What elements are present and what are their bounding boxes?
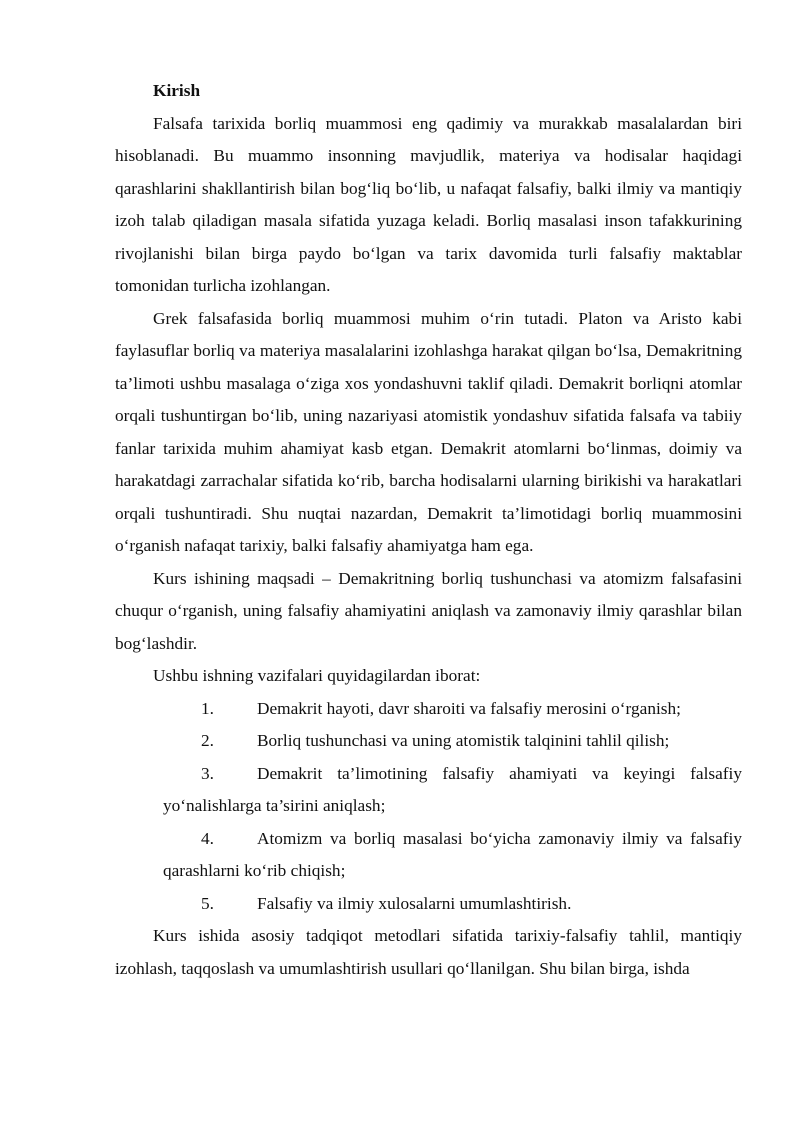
list-item-text: Falsafiy va ilmiy xulosalarni umumlashtirish. [257,893,572,913]
list-item [163,888,742,921]
list-item-number: 1. [201,698,214,718]
list-item [163,823,742,888]
paragraph-intro: Falsafa tarixida borliq muammosi eng qadimiy va murakkab masalalardan biri hisoblanadi. Bu muammo insonning mavjudlik, materiya va hodisalar haqidagi qarashlarini shakllantirish bilan bog‘liq bo‘lib, u nafaqat falsafiy, balki ilmiy va mantiqiy izoh talab qiladigan masala sifatida yuzaga keladi. Borliq masalasi inson tafakkurining rivojlanishi bilan birga paydo bo‘lgan va tarix davomida turli falsafiy maktablar tomonidan turlicha izohlangan. [115,113,742,295]
paragraph-tasks-intro: Ushbu ishning vazifalari quyidagilardan iborat: [153,666,481,685]
list-item-number: 3. [201,763,214,783]
list-item [163,725,742,758]
paragraph-greek-philosophy: Grek falsafasida borliq muammosi muhim o‘rin tutadi. Platon va Aristo kabi faylasuflar borliq va materiya masalalarini izohlashga harakat qilgan bo‘lsa, Demakritning ta’limoti ushbu masalaga o‘ziga xos yondashuvni taklif qiladi. Demakrit borliqni atomlar orqali tushuntirgan bo‘lib, uning nazariyasi atomistik yondashuv sifatida falsafa va tabiiy fanlar tarixida muhim ahamiyat kasb etgan. Demakrit atomlarni bo‘linmas, doimiy va harakatdagi zarrachalar sifatida ko‘rib, barcha hodisalarni ularning birikishi va harakatlari orqali tushuntiradi. Shu nuqtai nazardan, Demakrit ta’limotidagi borliq muammosini o‘rganish nafaqat tarixiy, balki falsafiy ahamiyatga ham ega. [115,308,742,555]
list-item-text: Demakrit hayoti, davr sharoiti va falsafiy merosini o‘rganish; [257,698,681,718]
list-item [163,693,742,726]
list-item [163,758,742,823]
paragraph-goal: Kurs ishining maqsadi – Demakritning borliq tushunchasi va atomizm falsafasini chuqur o‘rganish, uning falsafiy ahamiyatini aniqlash va zamonaviy ilmiy qarashlar bilan bog‘lashdir. [115,568,742,653]
list-item-number: 5. [201,893,214,913]
paragraph-methods: Kurs ishida asosiy tadqiqot metodlari sifatida tarixiy-falsafiy tahlil, mantiqiy izohlash, taqqoslash va umumlashtirish usullari qo‘llanilgan. Shu bilan birga, ishda [115,926,742,978]
list-item-text: Atomizm va borliq masalasi bo‘yicha zamonaviy ilmiy va falsafiy qarashlarni ko‘rib chiqish; [163,828,742,880]
document-page [115,75,742,985]
list-item-number: 4. [201,828,214,848]
tasks-list [115,693,742,921]
list-item-text: Demakrit ta’limotining falsafiy ahamiyati va keyingi falsafiy yo‘nalishlarga ta’sirini aniqlash; [163,763,742,815]
list-item-text: Borliq tushunchasi va uning atomistik talqinini tahlil qilish; [257,731,670,750]
list-item-number: 2. [201,731,214,750]
section-heading: Kirish [153,81,201,100]
